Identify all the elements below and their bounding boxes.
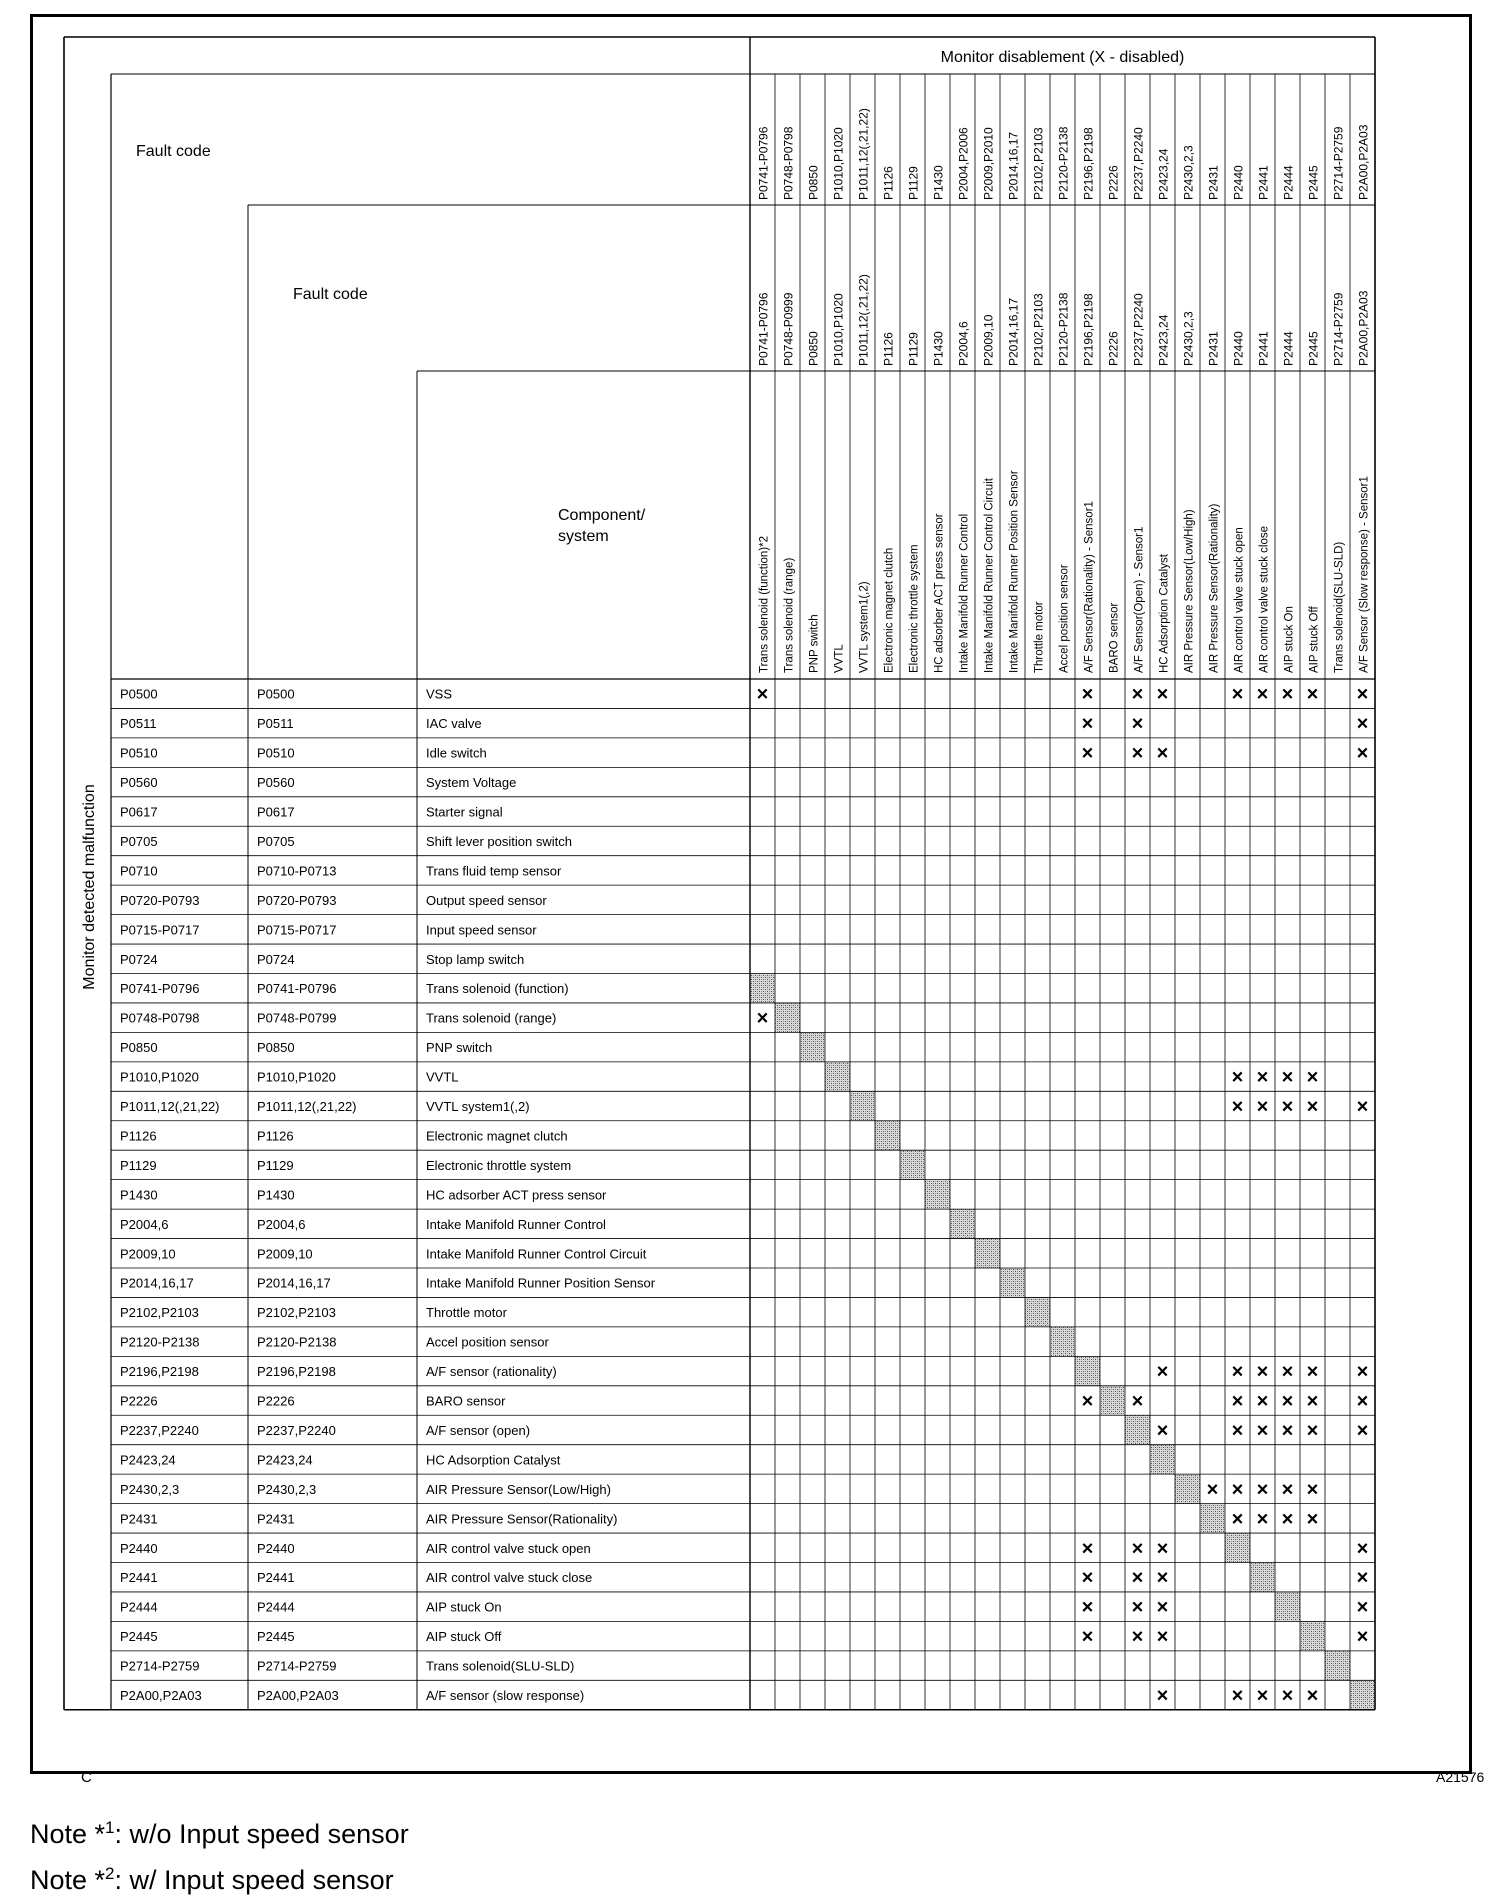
disabled-mark: × — [1081, 1596, 1094, 1619]
disabled-mark: × — [1156, 683, 1169, 706]
disabled-mark: × — [1206, 1478, 1219, 1501]
self-cell — [750, 974, 775, 1003]
disabled-mark: × — [1356, 1537, 1369, 1560]
column-component: AIP stuck Off — [1308, 606, 1321, 673]
row-component: Electronic magnet clutch — [426, 1128, 568, 1144]
disabled-mark: × — [1131, 1567, 1144, 1590]
row-code1: P0850 — [120, 1040, 158, 1056]
column-component: Intake Manifold Runner Control Circuit — [983, 478, 996, 673]
disabled-mark: × — [1306, 1066, 1319, 1089]
column-component: Electronic throttle system — [908, 544, 921, 673]
row-code2: P2714-P2759 — [257, 1658, 337, 1674]
row-code2: P2196,P2198 — [257, 1364, 336, 1380]
column-code-a: P2102,P2103 — [1031, 127, 1046, 200]
column-code-b: P2226 — [1106, 331, 1121, 366]
row-code2: P0510 — [257, 745, 295, 761]
column-code-b: P2237,P2240 — [1131, 293, 1146, 366]
row-component: Input speed sensor — [426, 922, 537, 938]
row-code1: P0741-P0796 — [120, 981, 200, 997]
row-code2: P0850 — [257, 1040, 295, 1056]
column-code-a: P2423,24 — [1156, 148, 1171, 200]
disabled-mark: × — [1281, 1508, 1294, 1531]
self-cell — [800, 1032, 825, 1061]
row-code1: P1010,P1020 — [120, 1069, 199, 1085]
disabled-mark: × — [1231, 1478, 1244, 1501]
column-code-b: P2714-P2759 — [1331, 292, 1346, 366]
column-code-b: P1011,12(,21,22) — [856, 274, 871, 366]
row-component: AIR control valve stuck close — [426, 1570, 593, 1586]
row-code1: P2226 — [120, 1393, 158, 1409]
note-2-sup: 2 — [105, 1864, 115, 1883]
disabled-mark: × — [1081, 1626, 1094, 1649]
self-cell — [1075, 1356, 1100, 1385]
disabled-mark: × — [1231, 1361, 1244, 1384]
disabled-mark: × — [1131, 713, 1144, 736]
self-cell — [1050, 1327, 1075, 1356]
row-component: Intake Manifold Runner Position Sensor — [426, 1275, 656, 1291]
note-2-prefix: Note * — [30, 1865, 106, 1895]
column-component: AIR control valve stuck close — [1258, 525, 1271, 673]
disabled-mark: × — [1156, 1685, 1169, 1708]
column-code-b: P1129 — [906, 332, 921, 366]
column-code-a: P2196,P2198 — [1081, 127, 1096, 200]
row-code2: P0720-P0793 — [257, 892, 337, 908]
self-cell — [950, 1209, 975, 1238]
self-cell — [1175, 1474, 1200, 1503]
row-code2: P0710-P0713 — [257, 863, 337, 879]
disabled-mark: × — [1156, 1361, 1169, 1384]
row-code1: P2196,P2198 — [120, 1364, 199, 1380]
self-cell — [1350, 1680, 1375, 1709]
row-component: Trans solenoid (function) — [426, 981, 569, 997]
row-code2: P2120-P2138 — [257, 1334, 337, 1350]
column-code-b: P2196,P2198 — [1081, 293, 1096, 366]
component-header-2: system — [558, 528, 609, 545]
self-cell — [900, 1150, 925, 1179]
disabled-mark: × — [1256, 1361, 1269, 1384]
disabled-mark: × — [1131, 1390, 1144, 1413]
row-code2: P0748-P0799 — [257, 1010, 337, 1026]
column-component: AIR Pressure Sensor(Low/High) — [1183, 509, 1196, 673]
row-code2: P0511 — [257, 716, 294, 732]
self-cell — [1200, 1504, 1225, 1533]
row-code1: P0510 — [120, 745, 158, 761]
column-code-b: P2009,10 — [981, 314, 996, 366]
disabled-mark: × — [1281, 1361, 1294, 1384]
row-code2: P1011,12(,21,22) — [257, 1099, 357, 1115]
column-component: Electronic magnet clutch — [883, 547, 896, 673]
disabled-mark: × — [1356, 1390, 1369, 1413]
column-code-a: P1126 — [881, 166, 896, 200]
row-code1: P2004,6 — [120, 1216, 169, 1232]
column-code-b: P1126 — [881, 332, 896, 366]
row-code1: P2120-P2138 — [120, 1334, 200, 1350]
row-code2: P1430 — [257, 1187, 295, 1203]
column-component: VVTL system1(,2) — [858, 581, 871, 673]
column-code-b: P2430,2,3 — [1181, 311, 1196, 366]
row-code2: P0560 — [257, 775, 295, 791]
disabled-mark: × — [1306, 1361, 1319, 1384]
fault-code-header-2: Fault code — [293, 286, 368, 303]
figure-reference: A21576 — [1436, 1769, 1485, 1785]
row-component: Output speed sensor — [426, 892, 547, 908]
row-code1: P1430 — [120, 1187, 158, 1203]
disabled-mark: × — [1081, 683, 1094, 706]
column-code-b: P2431 — [1206, 331, 1221, 366]
component-header-1: Component/ — [558, 507, 646, 524]
row-component: Trans solenoid(SLU-SLD) — [426, 1658, 575, 1674]
disabled-mark: × — [1356, 1361, 1369, 1384]
row-component: AIP stuck On — [426, 1599, 502, 1615]
side-label: Monitor detected malfunction — [81, 784, 98, 990]
self-cell — [1250, 1563, 1275, 1592]
column-component: Trans solenoid(SLU-SLD) — [1333, 541, 1346, 673]
row-component: IAC valve — [426, 716, 482, 732]
fault-code-header-1: Fault code — [136, 143, 211, 160]
column-code-a: P2120-P2138 — [1056, 126, 1071, 200]
self-cell — [1125, 1415, 1150, 1444]
disabled-mark: × — [1306, 1508, 1319, 1531]
disabled-mark: × — [1306, 1390, 1319, 1413]
disabled-mark: × — [1281, 1096, 1294, 1119]
disabled-mark: × — [1081, 742, 1094, 765]
row-code1: P0724 — [120, 951, 158, 967]
disabled-mark: × — [1156, 1537, 1169, 1560]
row-component: Intake Manifold Runner Control — [426, 1216, 606, 1232]
self-cell — [1300, 1621, 1325, 1650]
row-component: AIR control valve stuck open — [426, 1540, 591, 1556]
column-code-a: P2441 — [1256, 165, 1271, 200]
row-component: Starter signal — [426, 804, 503, 820]
column-component: PNP switch — [808, 614, 821, 673]
row-code1: P0560 — [120, 775, 158, 791]
row-code1: P2014,16,17 — [120, 1275, 194, 1291]
row-component: HC adsorber ACT press sensor — [426, 1187, 607, 1203]
disabled-mark: × — [1256, 1066, 1269, 1089]
column-code-b: P2445 — [1306, 331, 1321, 366]
note-2-text: : w/ Input speed sensor — [114, 1865, 394, 1895]
diagnostic-table-frame — [30, 14, 1485, 1786]
row-code1: P1126 — [120, 1128, 157, 1144]
monitor-disablement-table — [33, 17, 1469, 1771]
row-code2: P0617 — [257, 804, 295, 820]
column-component: VVTL — [833, 644, 846, 673]
column-component: A/F Sensor(Open) - Sensor1 — [1133, 526, 1146, 673]
disabled-mark: × — [1231, 1419, 1244, 1442]
column-code-a: P2A00,P2A03 — [1356, 124, 1371, 200]
disabled-mark: × — [1356, 683, 1369, 706]
column-code-a: P2431 — [1206, 165, 1221, 200]
column-component: AIR Pressure Sensor(Rationality) — [1208, 503, 1221, 673]
row-code1: P0705 — [120, 833, 158, 849]
row-component: A/F sensor (rationality) — [426, 1364, 557, 1380]
column-code-b: P2A00,P2A03 — [1356, 290, 1371, 366]
row-component: AIR Pressure Sensor(Rationality) — [426, 1511, 618, 1527]
row-code2: P2431 — [257, 1511, 295, 1527]
row-code1: P1129 — [120, 1157, 157, 1173]
column-code-a: P0850 — [806, 165, 821, 200]
column-component: HC adsorber ACT press sensor — [933, 513, 946, 673]
row-code1: P0617 — [120, 804, 158, 820]
row-code2: P2102,P2103 — [257, 1305, 336, 1321]
disabled-mark: × — [1281, 1685, 1294, 1708]
column-code-b: P2014,16,17 — [1006, 297, 1021, 366]
row-component: AIR Pressure Sensor(Low/High) — [426, 1481, 611, 1497]
column-code-a: P1011,12(,21,22) — [856, 108, 871, 200]
column-code-b: P0741-P0796 — [756, 292, 771, 366]
disabled-mark: × — [1131, 1537, 1144, 1560]
row-component: Trans fluid temp sensor — [426, 863, 562, 879]
disabled-mark: × — [1356, 713, 1369, 736]
disabled-mark: × — [1081, 1537, 1094, 1560]
row-code1: P2714-P2759 — [120, 1658, 200, 1674]
note-2 — [30, 1854, 409, 1900]
row-component: A/F sensor (open) — [426, 1422, 531, 1438]
notes — [30, 1808, 409, 1900]
column-code-a: P0741-P0796 — [756, 126, 771, 200]
disabled-mark: × — [1081, 1567, 1094, 1590]
column-code-a: P1430 — [931, 165, 946, 200]
row-code1: P2430,2,3 — [120, 1481, 180, 1497]
disabled-mark: × — [756, 1007, 769, 1030]
disabled-mark: × — [1231, 1390, 1244, 1413]
column-code-b: P2120-P2138 — [1056, 292, 1071, 366]
column-code-b: P0748-P0999 — [781, 292, 796, 366]
disabled-mark: × — [1081, 713, 1094, 736]
column-code-a: P2430,2,3 — [1181, 145, 1196, 200]
row-code2: P1010,P1020 — [257, 1069, 336, 1085]
row-component: PNP switch — [426, 1040, 493, 1056]
self-cell — [1000, 1268, 1025, 1297]
column-code-b: P2004,6 — [956, 321, 971, 366]
column-code-a: P2714-P2759 — [1331, 126, 1346, 200]
disabled-mark: × — [1156, 1567, 1169, 1590]
column-component: Intake Manifold Runner Control — [958, 513, 971, 673]
disabled-mark: × — [1306, 1685, 1319, 1708]
disabled-mark: × — [1281, 683, 1294, 706]
column-component: HC Adsorption Catalyst — [1158, 554, 1171, 673]
disabled-mark: × — [1256, 1390, 1269, 1413]
column-component: AIR control valve stuck open — [1233, 527, 1246, 673]
disabled-mark: × — [756, 683, 769, 706]
column-component: A/F Sensor (Slow response) - Sensor1 — [1358, 476, 1371, 673]
row-code1: P2A00,P2A03 — [120, 1688, 202, 1704]
disabled-mark: × — [1231, 683, 1244, 706]
column-code-a: P2226 — [1106, 165, 1121, 200]
column-code-a: P2445 — [1306, 165, 1321, 200]
disabled-mark: × — [1281, 1478, 1294, 1501]
column-code-b: P2440 — [1231, 331, 1246, 366]
row-code1: P0500 — [120, 686, 158, 702]
column-code-b: P2444 — [1281, 331, 1296, 366]
row-code1: P2102,P2103 — [120, 1305, 199, 1321]
row-code2: P2423,24 — [257, 1452, 313, 1468]
self-cell — [1150, 1445, 1175, 1474]
disabled-mark: × — [1131, 683, 1144, 706]
row-component: Electronic throttle system — [426, 1157, 572, 1173]
self-cell — [1225, 1533, 1250, 1562]
row-code2: P1126 — [257, 1128, 294, 1144]
row-code2: P0705 — [257, 833, 295, 849]
row-code2: P2A00,P2A03 — [257, 1688, 339, 1704]
row-code1: P1011,12(,21,22) — [120, 1099, 220, 1115]
note-1-text: : w/o Input speed sensor — [114, 1819, 409, 1849]
row-component: Intake Manifold Runner Control Circuit — [426, 1246, 647, 1262]
row-code1: P2441 — [120, 1570, 158, 1586]
monitor-disablement-title: Monitor disablement (X - disabled) — [940, 49, 1185, 66]
disabled-mark: × — [1256, 1096, 1269, 1119]
row-code1: P2444 — [120, 1599, 158, 1615]
row-code2: P0500 — [257, 686, 295, 702]
disabled-mark: × — [1256, 1419, 1269, 1442]
column-component: Throttle motor — [1033, 601, 1046, 673]
disabled-mark: × — [1156, 1596, 1169, 1619]
row-code1: P0715-P0717 — [120, 922, 200, 938]
row-code2: P2237,P2240 — [257, 1422, 336, 1438]
column-code-a: P0748-P0798 — [781, 126, 796, 200]
disabled-mark: × — [1231, 1685, 1244, 1708]
disabled-mark: × — [1256, 683, 1269, 706]
disabled-mark: × — [1156, 1419, 1169, 1442]
disabled-mark: × — [1156, 742, 1169, 765]
row-code1: P0710 — [120, 863, 158, 879]
column-code-b: P1010,P1020 — [831, 293, 846, 366]
column-component: A/F Sensor(Rationality) - Sensor1 — [1083, 501, 1096, 673]
disabled-mark: × — [1356, 1626, 1369, 1649]
row-code2: P2440 — [257, 1540, 295, 1556]
row-code1: P2440 — [120, 1540, 158, 1556]
column-code-a: P2009,P2010 — [981, 127, 996, 200]
disabled-mark: × — [1281, 1390, 1294, 1413]
self-cell — [1325, 1651, 1350, 1680]
row-component: A/F sensor (slow response) — [426, 1688, 585, 1704]
disabled-mark: × — [1356, 1596, 1369, 1619]
disabled-mark: × — [1356, 1567, 1369, 1590]
row-code2: P2009,10 — [257, 1246, 313, 1262]
row-component: BARO sensor — [426, 1393, 506, 1409]
column-code-a: P2004,P2006 — [956, 127, 971, 200]
column-code-a: P1129 — [906, 166, 921, 200]
row-component: VVTL system1(,2) — [426, 1099, 530, 1115]
disabled-mark: × — [1356, 1419, 1369, 1442]
row-code1: P2009,10 — [120, 1246, 176, 1262]
row-code2: P2445 — [257, 1629, 295, 1645]
row-code2: P2014,16,17 — [257, 1275, 331, 1291]
column-component: Trans solenoid (range) — [783, 557, 796, 673]
disabled-mark: × — [1231, 1096, 1244, 1119]
row-code2: P0741-P0796 — [257, 981, 337, 997]
disabled-mark: × — [1156, 1626, 1169, 1649]
self-cell — [850, 1091, 875, 1120]
disabled-mark: × — [1256, 1685, 1269, 1708]
disabled-mark: × — [1131, 1596, 1144, 1619]
column-component: Accel position sensor — [1058, 564, 1071, 673]
note-1-prefix: Note * — [30, 1819, 106, 1849]
self-cell — [875, 1121, 900, 1150]
column-code-b: P0850 — [806, 331, 821, 366]
column-component: Intake Manifold Runner Position Sensor — [1008, 470, 1021, 673]
row-code1: P2237,P2240 — [120, 1422, 199, 1438]
row-component: Trans solenoid (range) — [426, 1010, 557, 1026]
row-code1: P0720-P0793 — [120, 892, 200, 908]
row-component: Accel position sensor — [426, 1334, 549, 1350]
disabled-mark: × — [1231, 1508, 1244, 1531]
disabled-mark: × — [1306, 1096, 1319, 1119]
row-component: System Voltage — [426, 775, 517, 791]
column-code-a: P1010,P1020 — [831, 127, 846, 200]
row-code2: P2430,2,3 — [257, 1481, 317, 1497]
self-cell — [1100, 1386, 1125, 1415]
column-code-a: P2014,16,17 — [1006, 131, 1021, 200]
row-code2: P2004,6 — [257, 1216, 306, 1232]
column-component: BARO sensor — [1108, 602, 1121, 673]
row-component: HC Adsorption Catalyst — [426, 1452, 561, 1468]
row-code2: P0724 — [257, 951, 295, 967]
disabled-mark: × — [1281, 1066, 1294, 1089]
column-code-b: P2441 — [1256, 331, 1271, 366]
column-code-b: P2102,P2103 — [1031, 293, 1046, 366]
column-component: Trans solenoid (function)*2 — [758, 535, 771, 673]
row-code1: P2423,24 — [120, 1452, 176, 1468]
self-cell — [825, 1062, 850, 1091]
column-code-a: P2440 — [1231, 165, 1246, 200]
disabled-mark: × — [1256, 1478, 1269, 1501]
row-component: Idle switch — [426, 745, 487, 761]
row-code1: P2445 — [120, 1629, 158, 1645]
row-component: Shift lever position switch — [426, 833, 572, 849]
disabled-mark: × — [1131, 742, 1144, 765]
self-cell — [1025, 1297, 1050, 1326]
row-code1: P2431 — [120, 1511, 158, 1527]
column-code-b: P1430 — [931, 331, 946, 366]
column-code-b: P2423,24 — [1156, 314, 1171, 366]
row-component: Throttle motor — [426, 1305, 507, 1321]
disabled-mark: × — [1356, 1096, 1369, 1119]
note-1 — [30, 1808, 409, 1854]
disabled-mark: × — [1231, 1066, 1244, 1089]
row-code1: P0511 — [120, 716, 157, 732]
disabled-mark: × — [1256, 1508, 1269, 1531]
column-code-a: P2444 — [1281, 165, 1296, 200]
note-1-sup: 1 — [105, 1818, 115, 1837]
self-cell — [1275, 1592, 1300, 1621]
self-cell — [925, 1180, 950, 1209]
row-code2: P2226 — [257, 1393, 295, 1409]
disabled-mark: × — [1306, 683, 1319, 706]
row-code1: P0748-P0798 — [120, 1010, 200, 1026]
self-cell — [775, 1003, 800, 1032]
row-code2: P0715-P0717 — [257, 922, 337, 938]
row-code2: P2444 — [257, 1599, 295, 1615]
row-component: VVTL — [426, 1069, 459, 1085]
row-component: Stop lamp switch — [426, 951, 525, 967]
disabled-mark: × — [1081, 1390, 1094, 1413]
row-component: VSS — [426, 686, 453, 702]
disabled-mark: × — [1131, 1626, 1144, 1649]
disabled-mark: × — [1306, 1419, 1319, 1442]
disabled-mark: × — [1281, 1419, 1294, 1442]
self-cell — [975, 1239, 1000, 1268]
disabled-mark: × — [1356, 742, 1369, 765]
frame-label: C — [81, 1769, 92, 1786]
column-code-a: P2237,P2240 — [1131, 127, 1146, 200]
row-code2: P2441 — [257, 1570, 295, 1586]
row-component: AIP stuck Off — [426, 1629, 502, 1645]
disabled-mark: × — [1306, 1478, 1319, 1501]
row-code2: P1129 — [257, 1157, 294, 1173]
column-component: AIP stuck On — [1283, 606, 1296, 673]
